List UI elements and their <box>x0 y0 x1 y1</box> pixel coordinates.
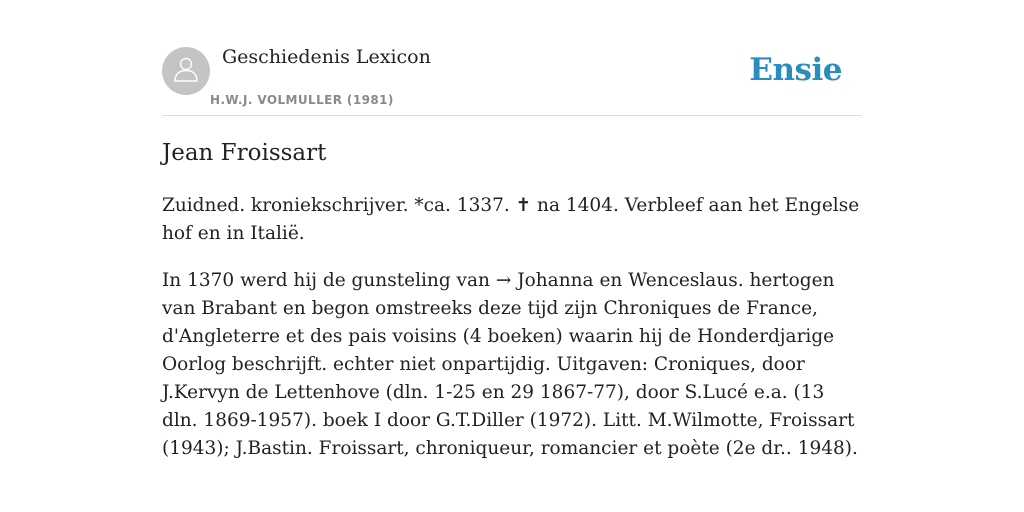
entry-body <box>162 192 862 482</box>
page <box>162 0 862 459</box>
source-title[interactable]: Geschiedenis Lexicon <box>222 46 431 68</box>
header <box>162 0 862 116</box>
avatar[interactable] <box>162 47 210 95</box>
source-author[interactable]: H.W.J. VOLMULLER (1981) <box>210 93 394 107</box>
entry-paragraph: Zuidned. kroniekschrijver. *ca. 1337. ✝ na 1404. Verbleef aan het Engelse hof en in Italië. <box>162 195 860 244</box>
brand-logo[interactable]: Ensie <box>749 52 842 88</box>
entry-paragraph: In 1370 werd hij de gunsteling van → Johanna en Wenceslaus. hertogen van Brabant en begon omstreeks deze tijd zijn Chroniques de France, d'Angleterre et des pais voisins (4 boeken) waarin hij de Honderdjarige Oorlog beschrijft. echter niet onpartijdig. Uitgaven: Croniques, door J.Kervyn de Lettenhove (dln. 1-25 en 29 1867-77), door S.Lucé e.a. (13 dln. 1869-1957). boek I door G.T.Diller (1972). Litt. M.Wilmotte, Froissart (1943); J.Bastin. Froissart, chroniqueur, romancier et poète (2e dr.. 1948). <box>162 270 858 459</box>
user-outline-icon <box>171 54 201 88</box>
entry-title: Jean Froissart <box>162 140 327 166</box>
